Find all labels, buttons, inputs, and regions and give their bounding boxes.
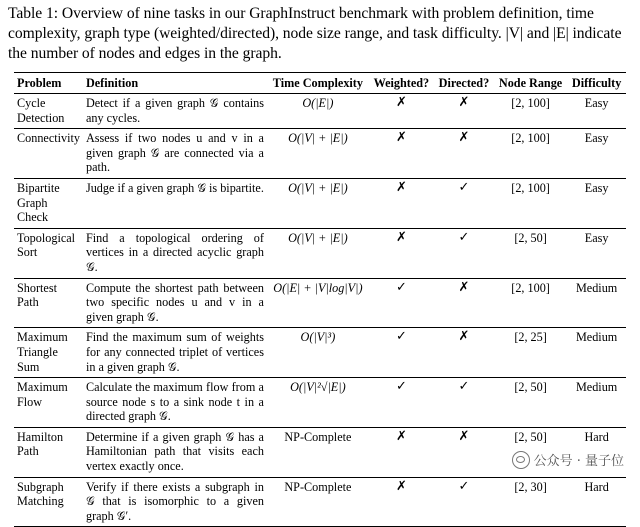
header-definition: Definition <box>85 75 139 90</box>
cell-difficulty: Medium <box>575 280 618 295</box>
cell-definition: Find a topological ordering of vertices in a directed acyclic graph 𝒢. <box>85 230 264 274</box>
cell-weighted: ✗ <box>395 95 407 110</box>
header-node-range: Node Range <box>498 75 563 90</box>
cell-complexity: NP-Complete <box>284 429 352 444</box>
cell-difficulty: Easy <box>584 131 609 146</box>
table-header-row <box>14 73 626 94</box>
cell-complexity: O(|V| + |E|) <box>288 131 348 146</box>
cell-weighted: ✓ <box>395 279 407 295</box>
cell-node-range: [2, 100] <box>511 131 550 146</box>
caption-label: Table 1: <box>8 5 59 22</box>
cell-definition: Detect if a given graph 𝒢 contains any cycles. <box>85 96 264 125</box>
cell-node-range: [2, 50] <box>514 429 547 444</box>
cell-weighted: ✓ <box>395 379 407 395</box>
header-directed: Directed? <box>438 75 490 90</box>
cell-definition: Find the maximum sum of weights for any connected triplet of vertices in a given graph 𝒢. <box>85 330 264 374</box>
cell-difficulty: Easy <box>584 180 609 195</box>
cell-directed: ✗ <box>458 95 470 110</box>
cell-difficulty: Medium <box>575 330 618 345</box>
header-time-complexity: Time Complexity <box>272 75 363 90</box>
cell-definition: Compute the shortest path between two specific nodes u and v in a given graph 𝒢. <box>85 280 264 324</box>
cell-problem: Subgraph Matching <box>17 479 64 509</box>
cell-difficulty: Hard <box>584 479 609 494</box>
cell-complexity: O(|E| + |V|log|V|) <box>273 280 363 295</box>
watermark-text: 公众号 · 量子位 <box>533 454 624 469</box>
cell-directed: ✓ <box>458 229 470 245</box>
cell-weighted: ✓ <box>395 329 407 345</box>
cell-problem: Cycle Detection <box>17 96 65 125</box>
cell-complexity: O(|V| + |E|) <box>288 180 348 195</box>
cell-weighted: ✗ <box>395 229 407 245</box>
cell-directed: ✗ <box>458 279 470 295</box>
cell-directed: ✗ <box>458 329 470 345</box>
cell-problem: Maximum Triangle Sum <box>17 330 68 374</box>
cell-weighted: ✗ <box>395 130 407 146</box>
caption-text: Overview of nine tasks in our GraphInstruct benchmark with problem definition, time complexity, graph type (weighted/directed), node size range, and task difficulty. |V| and |E| indicate the number of nodes and edges in the graph. <box>8 5 622 62</box>
cell-difficulty: Medium <box>575 380 618 395</box>
watermark <box>508 449 628 470</box>
cell-node-range: [2, 30] <box>514 479 547 494</box>
cell-weighted: ✗ <box>395 179 407 195</box>
cell-difficulty: Hard <box>584 429 609 444</box>
table-row <box>14 328 626 378</box>
table-row <box>14 94 626 129</box>
cell-node-range: [2, 50] <box>514 230 547 245</box>
cell-definition: Judge if a given graph 𝒢 is bipartite. <box>85 180 264 195</box>
cell-node-range: [2, 25] <box>514 330 547 345</box>
cell-problem: Maximum Flow <box>17 380 68 409</box>
table-row <box>14 228 626 278</box>
cell-problem: Shortest Path <box>17 280 57 310</box>
table-row <box>14 378 626 428</box>
cell-node-range: [2, 50] <box>514 380 547 395</box>
cell-directed: ✓ <box>458 179 470 195</box>
cell-directed: ✓ <box>458 379 470 395</box>
cell-complexity: O(|E|) <box>302 96 334 110</box>
cell-directed: ✗ <box>458 130 470 146</box>
cell-complexity: O(|V| + |E|) <box>288 230 348 245</box>
cell-weighted: ✗ <box>395 478 407 494</box>
cell-directed: ✓ <box>458 478 470 494</box>
table-row <box>14 477 626 527</box>
cell-node-range: [2, 100] <box>511 96 550 110</box>
cell-definition: Determine if a given graph 𝒢 has a Hamiltonian path that visits each vertex exactly once. <box>85 429 264 474</box>
table-caption <box>8 4 636 64</box>
cell-complexity: O(|V|³) <box>300 330 336 345</box>
cell-complexity: O(|V|²√|E|) <box>290 380 346 395</box>
cell-problem: Connectivity <box>17 131 80 146</box>
cell-difficulty: Easy <box>584 230 609 245</box>
cell-problem: Hamilton Path <box>17 429 64 459</box>
table-row <box>14 178 626 228</box>
wechat-icon <box>512 451 530 469</box>
cell-complexity: NP-Complete <box>284 479 352 494</box>
cell-directed: ✗ <box>458 428 470 444</box>
header-problem: Problem <box>17 75 62 90</box>
header-weighted: Weighted? <box>373 75 430 90</box>
cell-weighted: ✗ <box>395 428 407 444</box>
table-row <box>14 278 626 328</box>
header-difficulty: Difficulty <box>571 75 622 90</box>
cell-node-range: [2, 100] <box>511 180 550 195</box>
cell-node-range: [2, 100] <box>511 280 550 295</box>
table-row <box>14 129 626 179</box>
cell-definition: Assess if two nodes u and v in a given graph 𝒢 are connected via a path. <box>85 131 264 175</box>
cell-problem: Topological Sort <box>17 230 76 260</box>
cell-difficulty: Easy <box>584 96 609 110</box>
cell-definition: Calculate the maximum flow from a source node s to a sink node t in a directed graph 𝒢. <box>85 380 264 424</box>
cell-problem: Bipartite Graph Check <box>17 180 60 225</box>
cell-definition: Verify if there exists a subgraph in 𝒢 that is isomorphic to a given graph 𝒢′. <box>85 479 264 523</box>
